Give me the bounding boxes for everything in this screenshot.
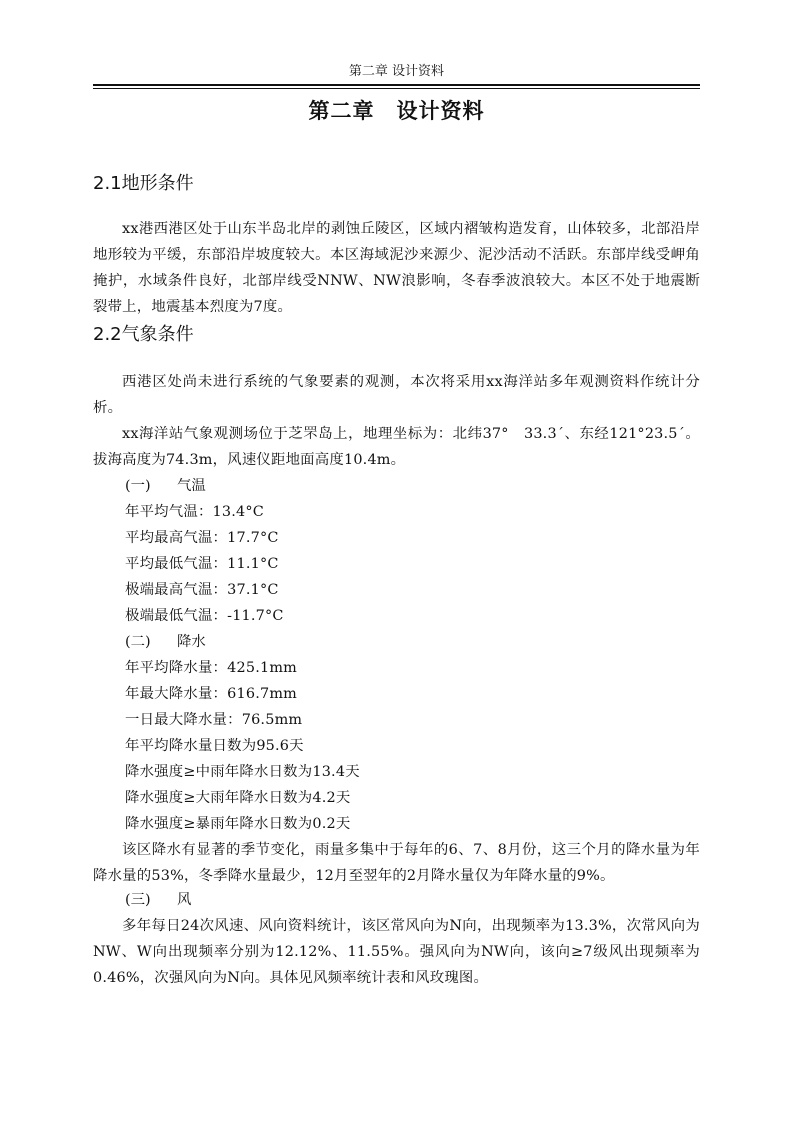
chapter-title: 第二章 设计资料 [308, 99, 485, 123]
section-heading-climate: 2.2气象条件 [93, 324, 194, 345]
temperature-item: 平均最高气温：17.7°C [125, 530, 279, 546]
subsection-title: 气温 [177, 478, 206, 494]
running-header: 第二章 设计资料 [348, 64, 445, 79]
subsection-title: 降水 [177, 634, 206, 650]
precipitation-item: 年最大降水量：616.7mm [125, 686, 298, 702]
section-heading-terrain: 2.1地形条件 [93, 173, 194, 194]
precipitation-item: 年平均降水量：425.1mm [125, 660, 298, 676]
subsection-wind [125, 887, 191, 913]
subsection-precipitation [125, 629, 206, 655]
precipitation-paragraph: 该区降水有显著的季节变化，雨量多集中于每年的6、7、8月份，这三个月的降水量为年降水量的53%，冬季降水量最少，12月至翌年的2月降水量仅为年降水量的9%。 [93, 842, 700, 884]
header-rule-thick [93, 84, 700, 86]
subsection-number: (三) [125, 892, 151, 908]
temperature-item: 极端最高气温：37.1°C [125, 582, 279, 598]
precipitation-item: 年平均降水量日数为95.6天 [125, 738, 304, 754]
terrain-paragraph: xx港西港区处于山东半岛北岸的剥蚀丘陵区，区域内褶皱构造发育，山体较多，北部沿岸地形较为平缓，东部沿岸坡度较大。本区海域泥沙来源少、泥沙活动不活跃。东部岸线受岬角掩护，水域条件良好，北部岸线受NNW、NW浪影响，冬春季波浪较大。本区不处于地震断裂带上，地震基本烈度为7度。 [93, 221, 700, 315]
temperature-item: 年平均气温：13.4°C [125, 504, 264, 520]
temperature-item: 平均最低气温：11.1°C [125, 556, 279, 572]
precipitation-item: 降水强度≥暴雨年降水日数为0.2天 [125, 816, 351, 832]
station-location-paragraph: xx海洋站气象观测场位于芝罘岛上，地理坐标为：北纬37° 33.3´、东经121°23.5´。拔海高度为74.3m，风速仪距地面高度10.4m。 [93, 426, 700, 468]
wind-paragraph: 多年每日24次风速、风向资料统计，该区常风向为N向，出现频率为13.3%，次常风向为NW、W向出现频率分别为12.12%、11.55%。强风向为NW向，该向≥7级风出现频率为0.46%，次强风向为N向。具体见风频率统计表和风玫瑰图。 [93, 918, 700, 986]
subsection-number: (一) [125, 478, 151, 494]
precipitation-item: 一日最大降水量：76.5mm [125, 712, 303, 728]
header-rule-thin [93, 88, 700, 89]
subsection-temperature [125, 473, 206, 499]
precipitation-item: 降水强度≥大雨年降水日数为4.2天 [125, 790, 351, 806]
climate-intro-paragraph: 西港区处尚未进行系统的气象要素的观测，本次将采用xx海洋站多年观测资料作统计分析。 [93, 374, 700, 416]
subsection-number: (二) [125, 634, 151, 650]
temperature-item: 极端最低气温：-11.7°C [125, 608, 284, 624]
subsection-title: 风 [177, 892, 192, 908]
precipitation-item: 降水强度≥中雨年降水日数为13.4天 [125, 764, 360, 780]
